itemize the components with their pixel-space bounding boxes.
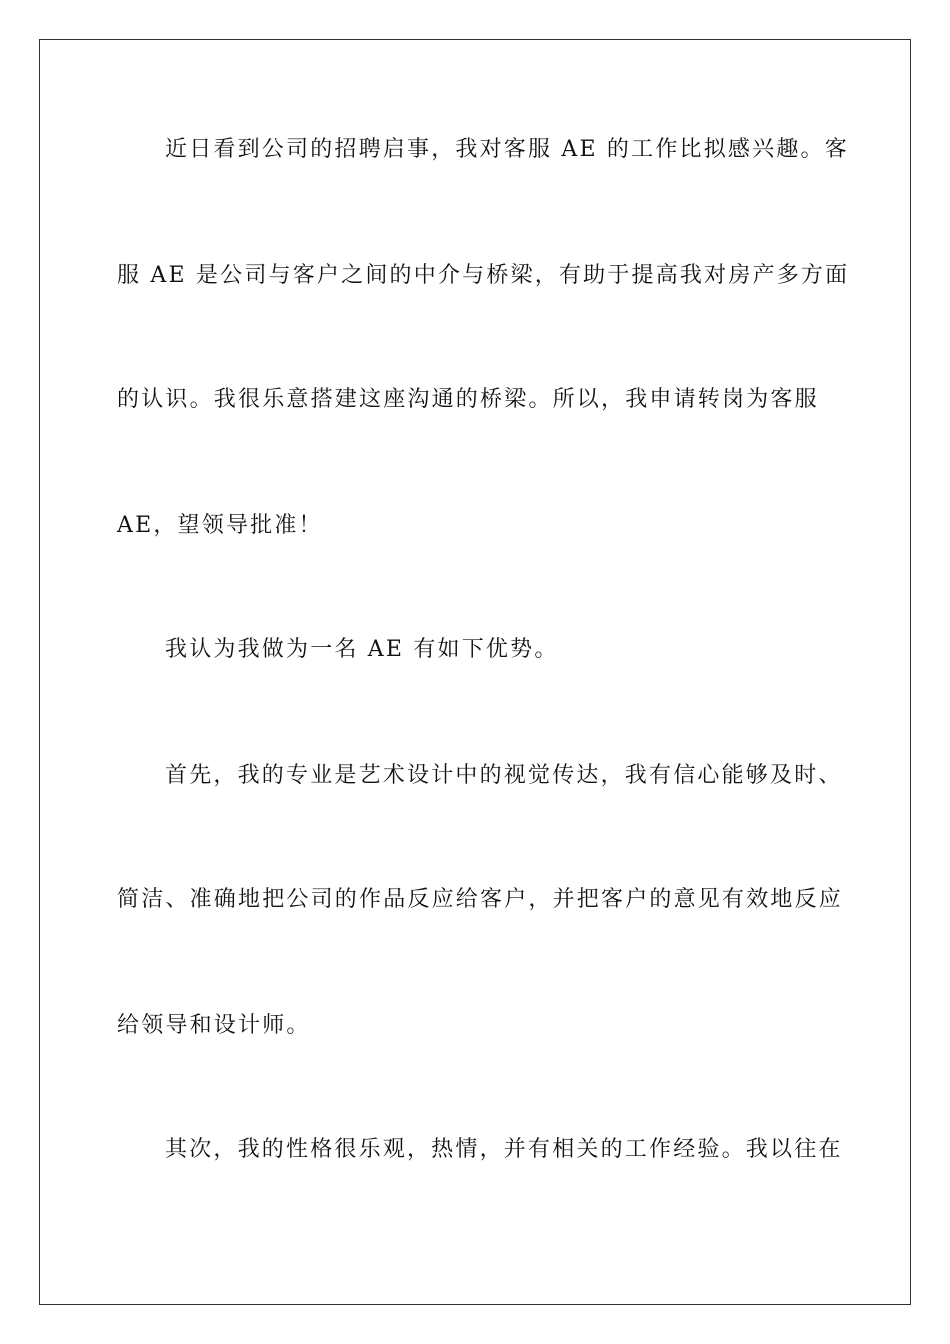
text-line-7: 简洁、准确地把公司的作品反应给客户，并把客户的意见有效地反应 (117, 887, 844, 912)
text-line-2: 服 AE 是公司与客户之间的中介与桥梁，有助于提高我对房产多方面 (117, 263, 850, 288)
text-line-5: 我认为我做为一名 AE 有如下优势。 (165, 637, 559, 662)
text-line-8: 给领导和设计师。 (117, 1013, 311, 1038)
text-line-9: 其次，我的性格很乐观，热情，并有相关的工作经验。我以往在 (165, 1137, 843, 1162)
text-line-6: 首先，我的专业是艺术设计中的视觉传达，我有信心能够及时、 (165, 763, 843, 788)
page-frame (39, 39, 911, 1305)
text-line-1: 近日看到公司的招聘启事，我对客服 AE 的工作比拟感兴趣。客 (165, 137, 849, 162)
text-line-3: 的认识。我很乐意搭建这座沟通的桥梁。所以，我申请转岗为客服 (117, 387, 819, 412)
text-line-4: AE，望领导批准！ (117, 513, 323, 538)
